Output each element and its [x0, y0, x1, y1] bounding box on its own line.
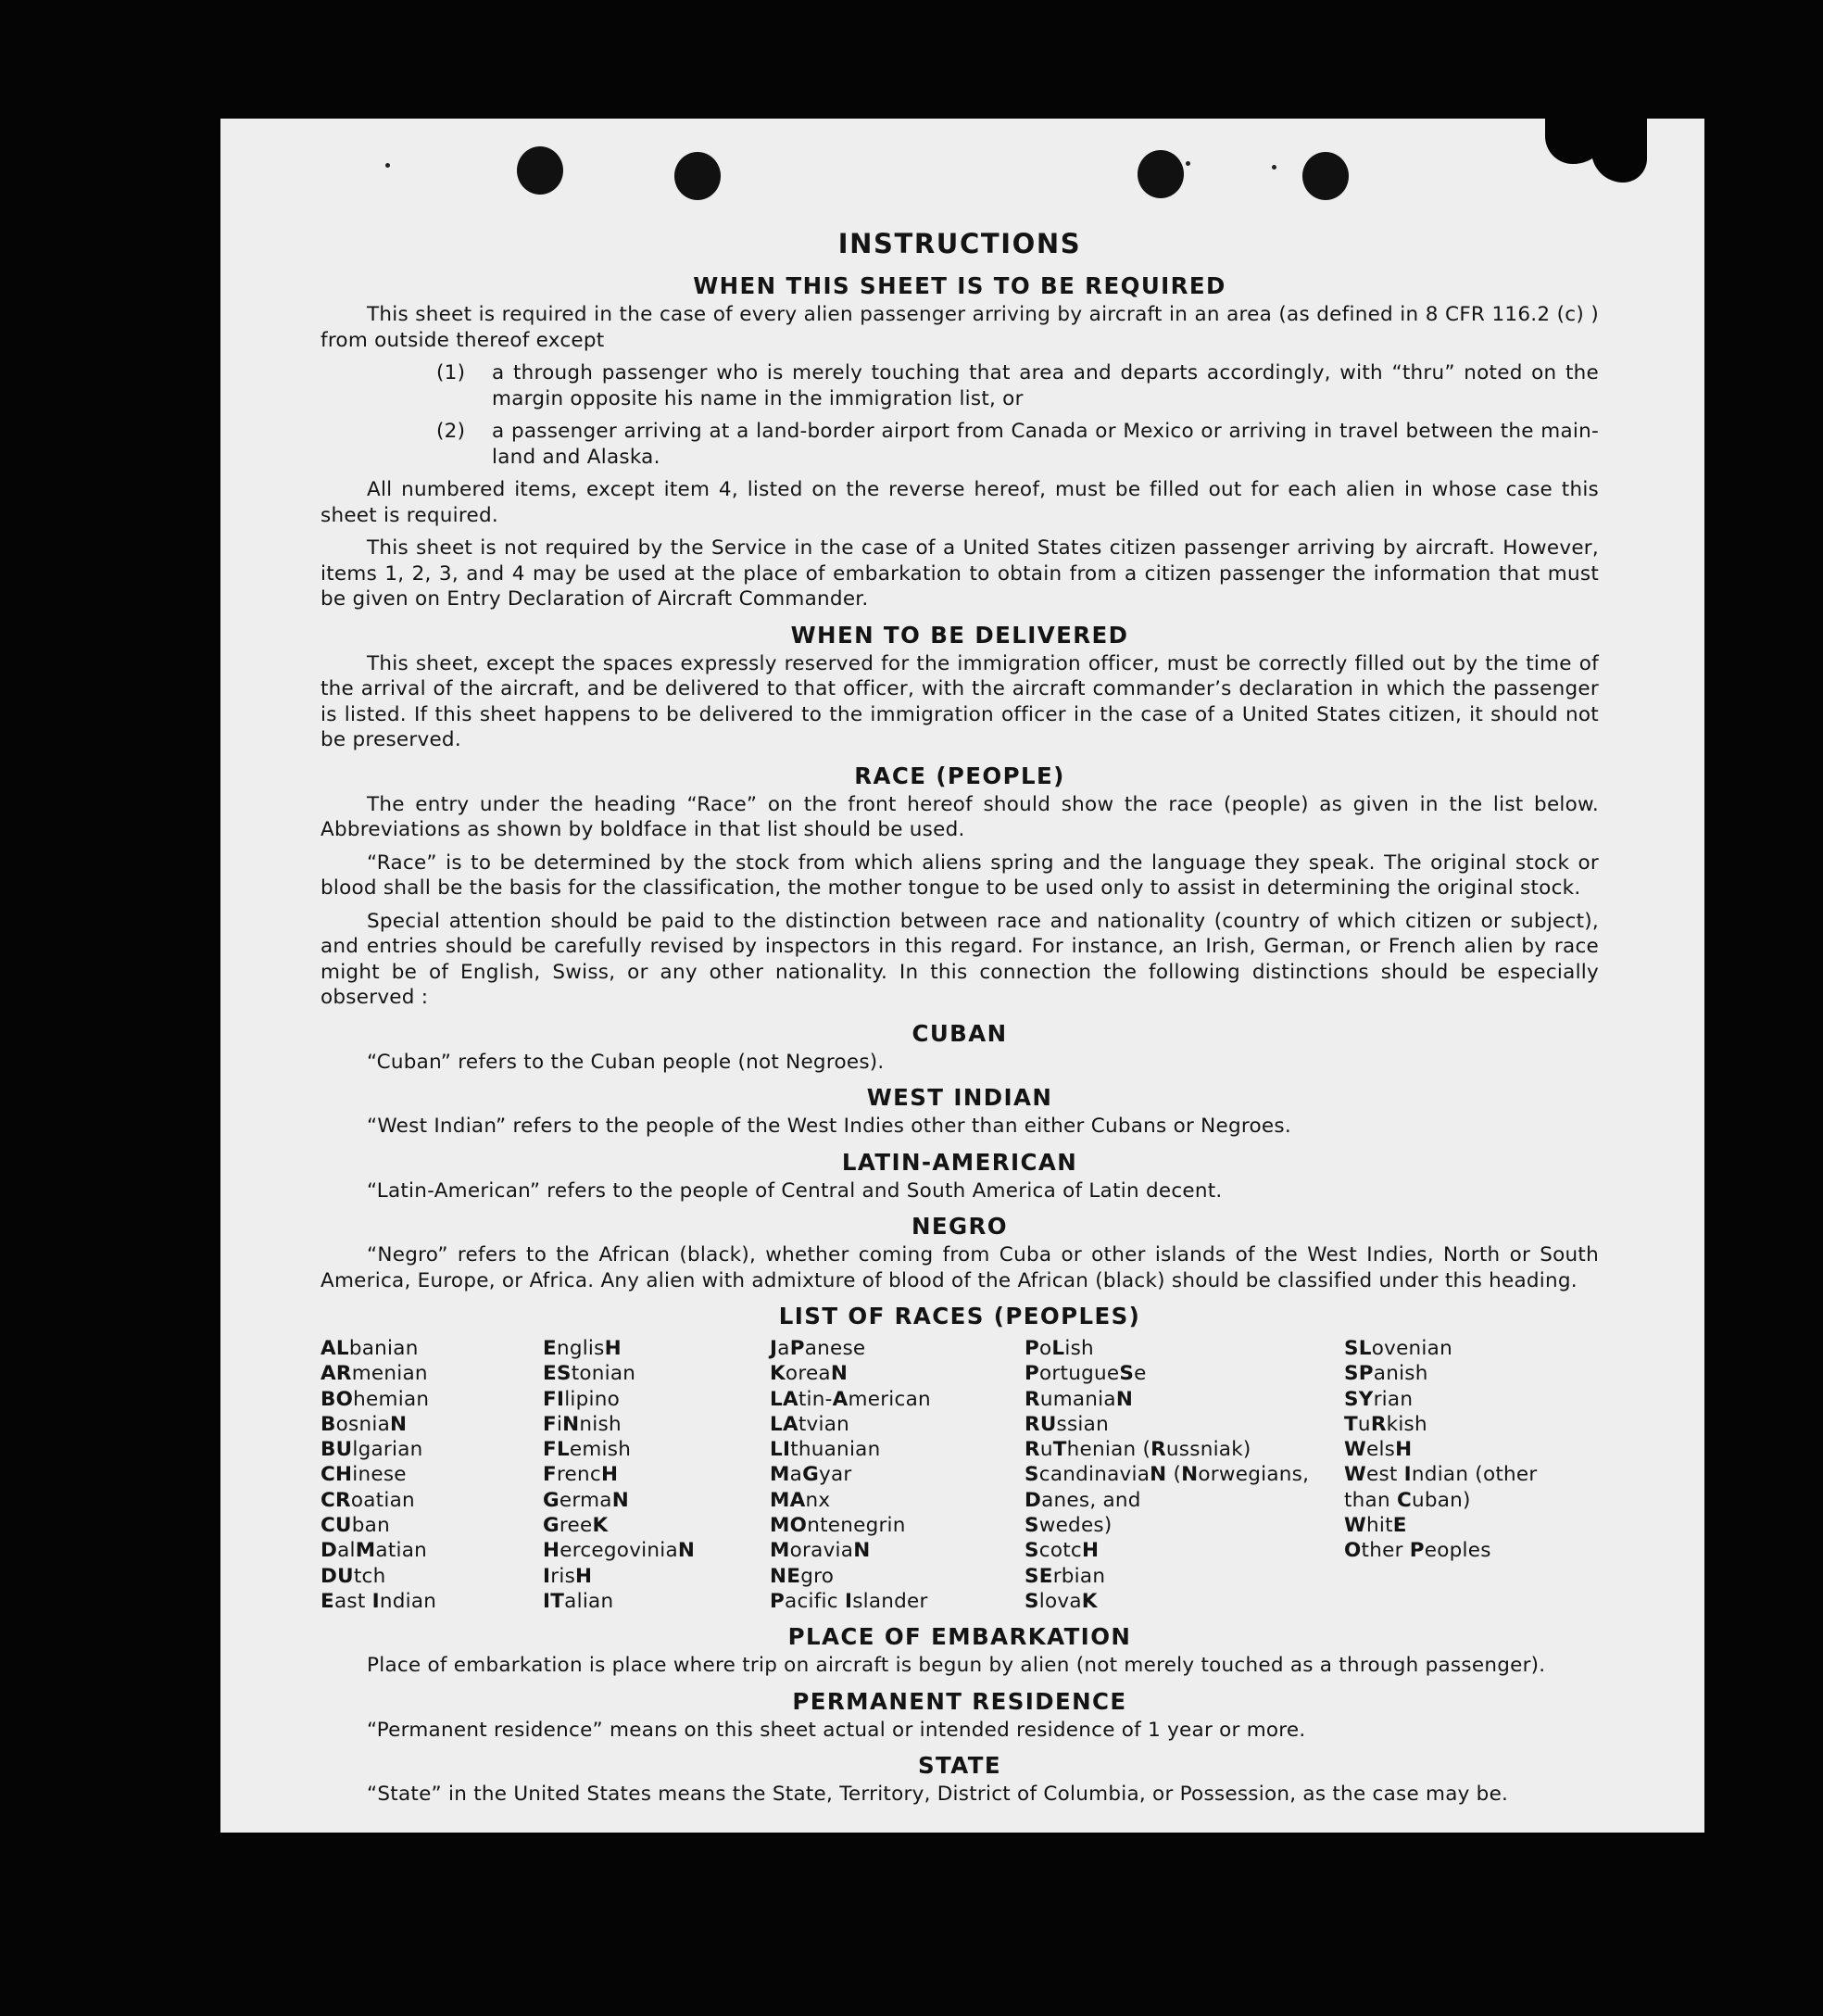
race-entry: ScandinaviaN (Norwegians, [1025, 1463, 1310, 1487]
race-entry: ITalian [543, 1589, 614, 1613]
races-column [770, 1336, 1025, 1614]
race-entry: WhitE [1344, 1514, 1407, 1538]
numbered-items-paragraph: All numbered items, except item 4, listed on the reverse hereof, must be filled out for each alien in whose case this sheet is required. [321, 478, 1599, 527]
race-entry: West Indian (other [1344, 1463, 1538, 1487]
race-entry: FrencH [543, 1463, 619, 1487]
race-entry: LAtin-American [770, 1387, 931, 1411]
heading-embarkation: PLACE OF EMBARKATION [787, 1623, 1132, 1651]
negro-text: “Negro” refers to the African (black), whether coming from Cuba or other islands of the West Indies, North or South America, Europe, or Africa. Any alien with admixture of blood of the African (black) should be classified under this heading. [321, 1243, 1599, 1292]
races-column [1344, 1336, 1599, 1614]
race-entry: KoreaN [770, 1362, 849, 1386]
race-entry: PortugueSe [1025, 1362, 1147, 1386]
speck [1272, 165, 1276, 170]
race-entry: LIthuanian [770, 1438, 881, 1462]
heading-when-delivered: WHEN TO BE DELIVERED [790, 621, 1129, 649]
race-entry: DalMatian [321, 1539, 428, 1563]
race-entry: SErbian [1025, 1564, 1106, 1588]
race-entry: PoLish [1025, 1337, 1094, 1360]
race-entry: WelsH [1344, 1438, 1413, 1462]
race-entry: Pacific Islander [770, 1589, 928, 1613]
race-entry: JaPanese [770, 1337, 866, 1360]
delivered-paragraph: This sheet, except the spaces expressly reserved for the immigration officer, must be correctly filled out by the time of the arrival of the aircraft, and be delivered to that officer, with the aircraft commander’s declaration in which the passenger is listed. If this sheet happens to be delivered to the immigration officer in the case of a United States citizen, it should not be preserved. [321, 651, 1599, 751]
race-paragraph-3: Special attention should be paid to the distinction between race and nationality (country of which citizen or subject), and entries should be carefully revised by inspectors in this regard. For instance, an Irish, German, or French alien by race might be of English, Swiss, or any other nationality. In this connection the following distinctions should be especially observed : [321, 909, 1599, 1009]
race-entry: SPanish [1344, 1362, 1428, 1386]
heading-race: RACE (PEOPLE) [854, 762, 1065, 789]
embarkation-text: Place of embarkation is place where trip on aircraft is begun by alien (not merely touched as a through passenger). [367, 1654, 1546, 1678]
punch-hole [1138, 150, 1184, 198]
race-entry: FiNnish [543, 1412, 622, 1436]
race-entry: than Cuban) [1344, 1488, 1471, 1512]
citizen-paragraph: This sheet is not required by the Service in the case of a United States citizen passenger arriving by aircraft. However, items 1, 2, 3, and 4 may be used at the place of embarkation to obtain from a citizen passenger the information that must be given on Entry Declaration of Aircraft Commander. [321, 536, 1599, 611]
state-text: “State” in the United States means the State, Territory, District of Columbia, or Possession, as the case may be. [367, 1783, 1509, 1807]
race-entry: ScotcH [1025, 1539, 1100, 1563]
document-sheet [220, 119, 1704, 1833]
heading-when-required: WHEN THIS SHEET IS TO BE REQUIRED [693, 272, 1226, 299]
cuban-text: “Cuban” refers to the Cuban people (not Negroes). [367, 1050, 885, 1074]
residence-text: “Permanent residence” means on this sheet actual or intended residence of 1 year or more. [367, 1718, 1306, 1742]
races-column [543, 1336, 770, 1614]
race-entry: NEgro [770, 1564, 835, 1588]
exception-item [436, 360, 1599, 411]
heading-list-of-races: LIST OF RACES (PEOPLES) [778, 1303, 1141, 1329]
race-entry: CHinese [321, 1463, 407, 1487]
speck [1186, 161, 1190, 166]
race-entry: East Indian [321, 1589, 437, 1613]
punch-hole [674, 152, 721, 200]
item-number: (1) [436, 361, 466, 384]
race-entry: IrisH [543, 1564, 593, 1588]
speck [385, 163, 390, 168]
race-entry: RUssian [1025, 1412, 1109, 1436]
race-entry: CRoatian [321, 1488, 415, 1512]
race-entry: ALbanian [321, 1337, 419, 1360]
race-entry: DUtch [321, 1564, 386, 1588]
punch-hole [517, 146, 563, 195]
heading-state: STATE [918, 1752, 1001, 1780]
race-entry: TuRkish [1344, 1412, 1427, 1436]
race-entry: EStonian [543, 1362, 636, 1386]
latin-american-text: “Latin-American” refers to the people of Central and South America of Latin decent. [367, 1178, 1223, 1203]
races-list [321, 1336, 1599, 1614]
race-entry: MOntenegrin [770, 1514, 906, 1538]
required-intro: This sheet is required in the case of every alien passenger arriving by aircraft in an area (as defined in 8 CFR 116.2 (c) ) from outside thereof except [321, 303, 1599, 352]
race-paragraph-2: “Race” is to be determined by the stock from which aliens spring and the language they speak. The original stock or blood shall be the basis for the classification, the mother tongue to be used only to assist in determining the original stock. [321, 850, 1599, 900]
heading-latin-american: LATIN-AMERICAN [841, 1148, 1078, 1176]
heading-west-indian: WEST INDIAN [866, 1084, 1053, 1111]
race-entry: MAnx [770, 1488, 831, 1512]
punch-hole [1302, 152, 1349, 200]
heading-cuban: CUBAN [912, 1019, 1008, 1047]
race-entry: SYrian [1344, 1387, 1414, 1411]
race-entry: Other Peoples [1344, 1539, 1491, 1563]
instructions-content [321, 228, 1599, 1815]
item-text: a passenger arriving at a land-border airport from Canada or Mexico or arriving in travel between the main-land and Alaska. [492, 420, 1599, 469]
race-entry: RuThenian (Russniak) [1025, 1438, 1251, 1462]
race-entry: RumaniaN [1025, 1387, 1134, 1411]
race-entry: GreeK [543, 1514, 609, 1538]
races-column [1025, 1336, 1344, 1614]
page-title: INSTRUCTIONS [837, 228, 1082, 259]
race-entry: SlovaK [1025, 1589, 1098, 1613]
race-entry: HercegoviniaN [543, 1539, 696, 1563]
heading-negro: NEGRO [911, 1213, 1009, 1240]
west-indian-text: “West Indian” refers to the people of the West Indies other than either Cubans or Negroes. [367, 1115, 1291, 1138]
race-entry: SLovenian [1344, 1337, 1452, 1360]
race-entry: MoraviaN [770, 1539, 871, 1563]
race-entry: BosniaN [321, 1412, 408, 1436]
torn-corner [1591, 119, 1647, 183]
race-paragraph-1: The entry under the heading “Race” on the front hereof should show the race (people) as given in the list below. Abbreviations as shown by boldface in that list should be used. [321, 792, 1599, 841]
races-column [321, 1336, 543, 1614]
item-text: a through passenger who is merely touching that area and departs accordingly, with “thru” noted on the margin opposite his name in the immigration list, or [492, 361, 1599, 410]
race-entry: CUban [321, 1514, 390, 1538]
race-entry: GermaN [543, 1488, 629, 1512]
exception-item [436, 419, 1599, 470]
race-entry: FIlipino [543, 1387, 621, 1411]
race-entry: BUlgarian [321, 1438, 423, 1462]
race-entry: EnglisH [543, 1337, 622, 1360]
item-number: (2) [436, 420, 466, 443]
race-entry: Swedes) [1025, 1514, 1113, 1538]
race-entry: FLemish [543, 1438, 632, 1462]
race-entry: Danes, and [1025, 1488, 1141, 1512]
heading-residence: PERMANENT RESIDENCE [792, 1687, 1127, 1715]
race-entry: LAtvian [770, 1412, 850, 1436]
race-entry: MaGyar [770, 1463, 852, 1487]
race-entry: BOhemian [321, 1387, 430, 1411]
race-entry: ARmenian [321, 1362, 428, 1386]
